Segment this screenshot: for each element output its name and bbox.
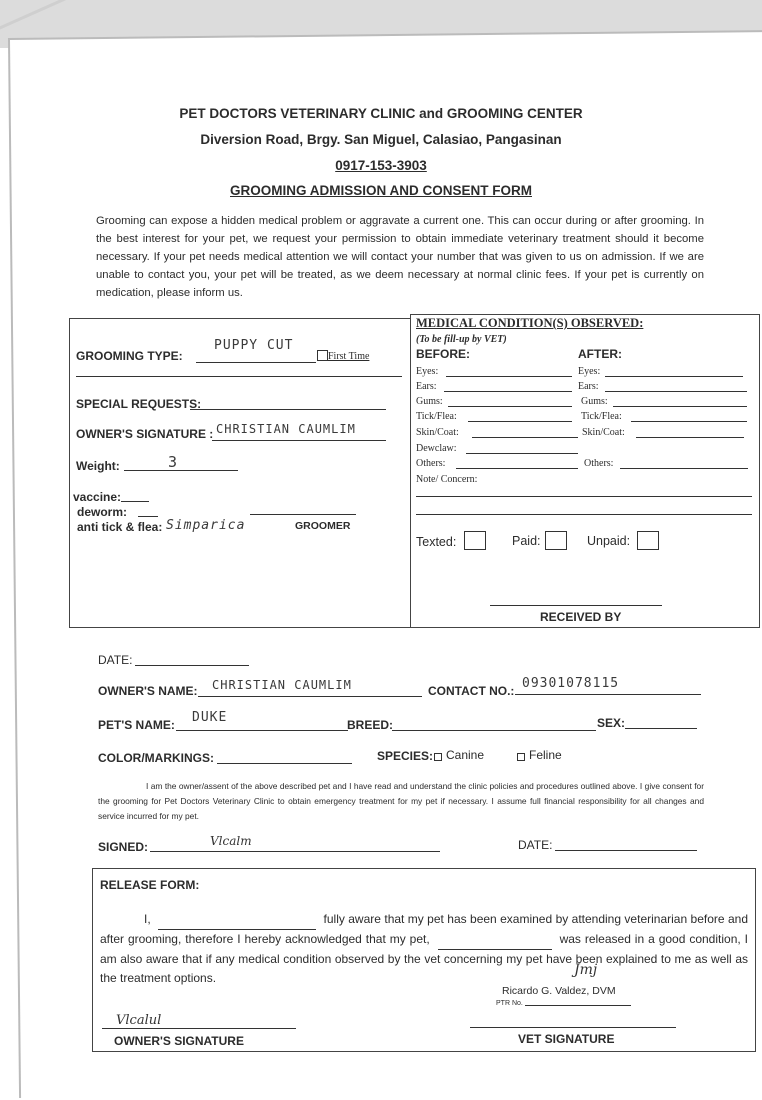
groomer-label: GROOMER xyxy=(295,520,351,532)
form-title: GROOMING ADMISSION AND CONSENT FORM xyxy=(230,183,532,198)
before-field[interactable] xyxy=(468,421,572,422)
owner-signature-line xyxy=(212,440,386,441)
vet-signature-label: VET SIGNATURE xyxy=(518,1032,615,1046)
color-field[interactable] xyxy=(217,763,352,764)
owner-signature-line-bottom[interactable] xyxy=(102,1028,296,1029)
after-row: Gums: xyxy=(581,396,608,407)
pet-name-value[interactable]: DUKE xyxy=(192,710,228,725)
after-field[interactable] xyxy=(620,468,748,469)
owner-release-signature: Vlcalul xyxy=(116,1013,162,1028)
medical-box xyxy=(410,314,760,628)
date-label: DATE: xyxy=(98,653,133,667)
clinic-phone: 0917-153-3903 xyxy=(335,158,427,173)
consent-date-field[interactable] xyxy=(555,850,697,851)
vet-signature-scrawl: Jmj xyxy=(574,962,598,978)
antitick-label: anti tick & flea: xyxy=(77,520,163,534)
color-label: COLOR/MARKINGS: xyxy=(98,751,214,765)
after-field[interactable] xyxy=(605,391,747,392)
owner-name-line xyxy=(198,696,422,697)
unpaid-checkbox[interactable] xyxy=(637,531,659,550)
signed-line[interactable] xyxy=(150,851,440,852)
canine-label: Canine xyxy=(446,748,485,762)
release-name-field[interactable] xyxy=(158,910,316,930)
owner-name-label: OWNER'S NAME: xyxy=(98,684,198,698)
feline-label: Feline xyxy=(529,748,562,762)
before-row: Gums: xyxy=(416,396,443,407)
after-field[interactable] xyxy=(636,437,744,438)
unpaid-label: Unpaid: xyxy=(587,534,631,548)
grooming-type-label: GROOMING TYPE: xyxy=(76,349,183,363)
texted-checkbox[interactable] xyxy=(464,531,486,550)
release-t2: fully aware that my pet has been examined by attending veterinarian before and after grooming, therefore I hereby acknowledged that my pet, xyxy=(100,912,748,946)
breed-label: BREED: xyxy=(347,718,394,732)
intro-paragraph: Grooming can expose a hidden medical problem or aggravate a current one. This can occur during or after grooming. In the best interest for your pet, we request your permission to obtain immediate veterinary treatment should it become necessary. If your pet needs medical attention we will contact your number that was given to us on admission. If we are unable to contact you, your pet will be treated, as we deem necessary at normal clinic fees. If your pet is currently on medication, please inform us. xyxy=(96,215,704,299)
release-t3: was released in a good condition, I am also aware that if any medical condition observed by the vet concerning my pet have been explained to me as well as the treatment options. xyxy=(100,932,748,985)
before-row: Skin/Coat: xyxy=(416,427,459,438)
before-label: BEFORE: xyxy=(416,347,470,361)
received-by-line[interactable] xyxy=(490,605,662,606)
before-row: Ears: xyxy=(416,381,437,392)
owner-name-value[interactable]: CHRISTIAN CAUMLIM xyxy=(212,678,352,692)
groomer-line xyxy=(250,514,356,515)
ptr-label: PTR No. xyxy=(496,1000,523,1007)
release-title: RELEASE FORM: xyxy=(100,878,200,892)
pet-name-label: PET'S NAME: xyxy=(98,718,175,732)
after-row: Tick/Flea: xyxy=(581,411,622,422)
ptr-field[interactable] xyxy=(525,1005,631,1006)
weight-label: Weight: xyxy=(76,459,120,473)
consent-date-label: DATE: xyxy=(518,838,553,852)
before-field[interactable] xyxy=(466,453,578,454)
paid-label: Paid: xyxy=(512,534,541,548)
canine-checkbox[interactable] xyxy=(434,753,442,761)
before-field[interactable] xyxy=(448,406,572,407)
contact-label: CONTACT NO.: xyxy=(428,684,515,698)
vet-signature-line[interactable] xyxy=(470,1027,676,1028)
owner-signature-label: OWNER'S SIGNATURE : xyxy=(76,427,214,441)
contact-value[interactable]: 09301078115 xyxy=(522,676,620,691)
signed-label: SIGNED: xyxy=(98,840,149,854)
grooming-type-extra-line[interactable] xyxy=(76,376,402,377)
after-row: Ears: xyxy=(578,381,599,392)
feline-checkbox[interactable] xyxy=(517,753,525,761)
before-row: Tick/Flea: xyxy=(416,411,457,422)
signed-signature: Vlcalm xyxy=(210,834,252,848)
after-row: Others: xyxy=(584,458,614,469)
first-time-checkbox[interactable] xyxy=(317,350,328,361)
paid-checkbox[interactable] xyxy=(545,531,567,550)
medical-title: MEDICAL CONDITION(S) OBSERVED: xyxy=(416,316,644,330)
grooming-box xyxy=(69,318,411,628)
clinic-name: PET DOCTORS VETERINARY CLINIC and GROOMING CENTER xyxy=(179,106,583,121)
special-requests-field[interactable] xyxy=(190,409,386,410)
after-field[interactable] xyxy=(605,376,743,377)
note-line-1[interactable] xyxy=(416,496,752,497)
sex-field[interactable] xyxy=(625,728,697,729)
texted-label: Texted: xyxy=(416,535,457,549)
sex-label: SEX: xyxy=(597,716,626,730)
owner-signature-bottom-label: OWNER'S SIGNATURE xyxy=(114,1034,244,1048)
note-label: Note/ Concern: xyxy=(416,474,478,485)
before-field[interactable] xyxy=(444,391,572,392)
before-field[interactable] xyxy=(456,468,578,469)
pet-name-line xyxy=(176,730,348,731)
date-field[interactable] xyxy=(135,665,249,666)
vaccine-label: vaccine: xyxy=(73,490,122,504)
grooming-type-value[interactable]: PUPPY CUT xyxy=(214,338,294,353)
received-by-label: RECEIVED BY xyxy=(540,610,622,624)
grooming-type-line xyxy=(196,362,316,363)
note-line-2[interactable] xyxy=(416,514,752,515)
after-row: Eyes: xyxy=(578,366,601,377)
medical-subtitle: (To be fill-up by VET) xyxy=(416,334,507,345)
deworm-label: deworm: xyxy=(77,505,128,519)
species-label: SPECIES: xyxy=(377,749,434,763)
breed-field[interactable] xyxy=(392,730,596,731)
antitick-value[interactable]: Simparica xyxy=(166,518,246,533)
after-row: Skin/Coat: xyxy=(582,427,625,438)
after-label: AFTER: xyxy=(578,347,622,361)
before-row: Others: xyxy=(416,458,446,469)
vaccine-field[interactable] xyxy=(121,501,149,502)
owner-signature-value[interactable]: CHRISTIAN CAUMLIM xyxy=(216,422,356,436)
before-field[interactable] xyxy=(446,376,572,377)
vet-name: Ricardo G. Valdez, DVM xyxy=(502,985,616,997)
weight-value[interactable]: 3 xyxy=(168,453,179,471)
first-time-label: First Time xyxy=(328,351,370,362)
clinic-address: Diversion Road, Brgy. San Miguel, Calasiao, Pangasinan xyxy=(200,132,562,147)
release-t1: I, xyxy=(144,912,151,926)
contact-line xyxy=(515,694,701,695)
release-pet-field[interactable] xyxy=(438,930,552,950)
after-field[interactable] xyxy=(631,421,747,422)
before-row: Eyes: xyxy=(416,366,439,377)
before-row: Dewclaw: xyxy=(416,443,457,454)
deworm-field[interactable] xyxy=(138,516,158,517)
weight-line xyxy=(124,470,238,471)
release-paragraph xyxy=(100,910,748,988)
consent-paragraph: I am the owner/assent of the above described pet and I have read and understand the clinic policies and procedures outlined above. I give consent for the grooming for Pet Doctors Veterinary Clinic to obtain emergency treatment for my pet if necessary. I assume full financial responsibility for all changes and service incurred for my pet. xyxy=(98,781,704,821)
after-field[interactable] xyxy=(613,406,747,407)
before-field[interactable] xyxy=(472,437,578,438)
special-requests-label: SPECIAL REQUESTS: xyxy=(76,397,202,411)
